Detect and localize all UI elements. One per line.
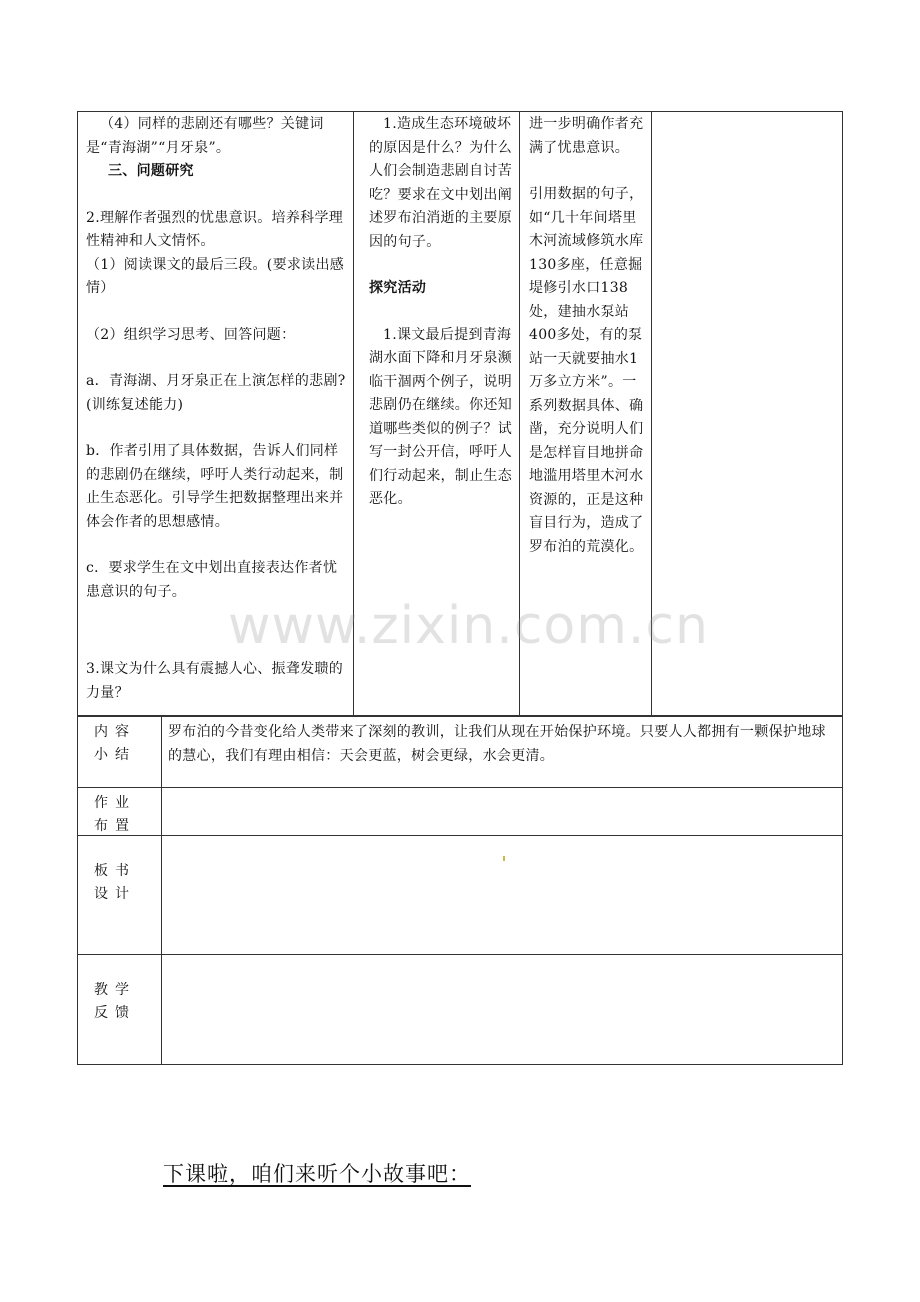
question-4: （4）同样的悲剧还有哪些？关键词是“青海湖”“月牙泉”。 <box>86 116 324 156</box>
feedback-label: 教学反馈 <box>78 955 162 1064</box>
board-design-row <box>78 835 842 954</box>
board-design-content <box>168 836 836 840</box>
homework-row <box>78 787 842 835</box>
student-activity-column <box>369 113 515 512</box>
story-heading: 下课啦，咱们来听个小故事吧： <box>163 1162 471 1186</box>
intent-paragraph-2: 引用数据的句子，如“几十年间塔里木河流域修筑水库130多座，任意掘堤修引水口138处，建抽水泵站400多处，有的泵站一天就要抽水1万多立方米”。一系列数据具体、确凿，充分说明人们是怎样盲目地拼命地滥用塔里木河水资源的，正是这种盲目行为，造成了罗布泊的荒漠化。 <box>529 186 644 555</box>
lesson-summary-table <box>77 716 843 1065</box>
watermark: www.zixin.com.cn <box>228 596 709 656</box>
homework-label: 作业布置 <box>78 788 162 835</box>
stray-mark <box>503 856 505 861</box>
item-a: a．青海湖、月牙泉正在上演怎样的悲剧?(训练复述能力) <box>86 373 346 413</box>
summary-row <box>78 716 842 787</box>
feedback-row <box>78 954 842 1064</box>
board-design-label: 板书设计 <box>78 836 162 954</box>
design-intent-column <box>529 113 649 559</box>
homework-content <box>168 788 836 792</box>
summary-text: 罗布泊的今昔变化给人类带来了深刻的教训，让我们从现在开始保护环境。只要人人都拥有一颗保护地球的慧心，我们有理由相信：天会更蓝，树会更绿，水会更清。 <box>168 724 826 764</box>
question-1: 1.造成生态环境破坏的原因是什么？为什么人们会制造悲剧自讨苦吃？要求在文中划出阐述罗布泊消逝的主要原因的句子。 <box>369 116 512 250</box>
sub-step-2: （2）组织学习思考、回答问题： <box>86 326 296 343</box>
summary-label: 内容小结 <box>78 717 162 787</box>
goal-2: 2.理解作者强烈的忧患意识。培养科学理性精神和人文情怀。 <box>86 209 344 249</box>
sub-step-1: （1）阅读课文的最后三段。(要求读出感情） <box>86 256 345 296</box>
item-c: c．要求学生在文中划出直接表达作者忧患意识的句子。 <box>86 560 338 600</box>
intent-paragraph-1: 进一步明确作者充满了忧患意识。 <box>529 116 644 156</box>
question-3: 3.课文为什么具有震撼人心、振聋发聩的力量？ <box>86 661 344 701</box>
item-b: b．作者引用了具体数据，告诉人们同样的悲剧仍在继续，呼吁人类行动起来，制止生态恶化。引导学生把数据整理出来并体会作者的思想感情。 <box>86 443 344 530</box>
activity-text: 1.课文最后提到青海湖水面下降和月牙泉濒临干涸两个例子，说明悲剧仍在继续。你还知道哪些类似的例子？试写一封公开信，呼吁人们行动起来，制止生态恶化。 <box>369 326 512 507</box>
section-heading-problem-study: 三、问题研究 <box>108 163 194 179</box>
feedback-content <box>168 955 836 959</box>
activity-heading: 探究活动 <box>369 280 427 296</box>
